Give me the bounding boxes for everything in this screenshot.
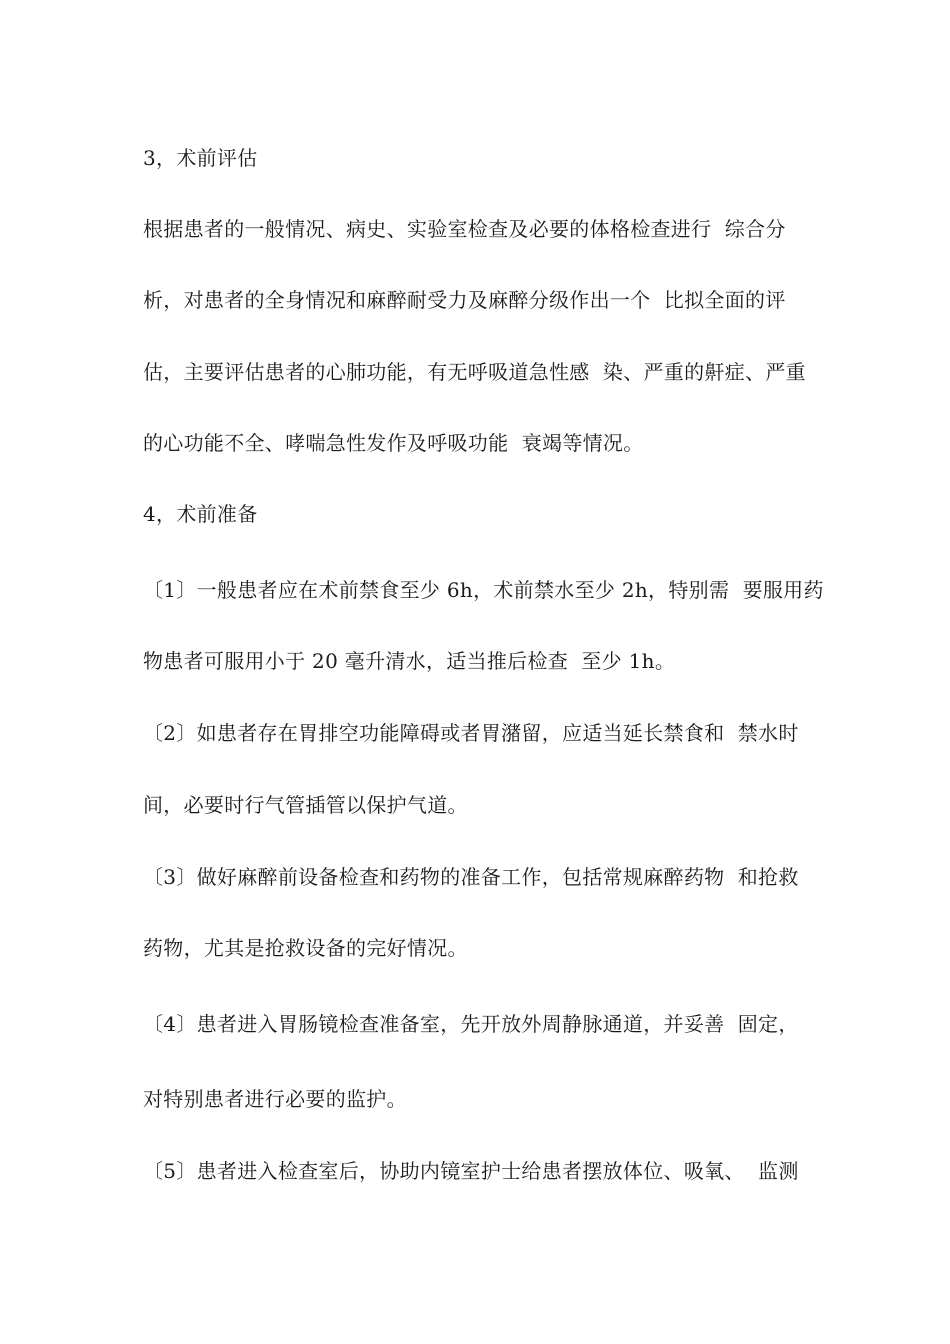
paragraph-line: 的心功能不全、哮喘急性发作及呼吸功能 衰竭等情况。 — [143, 431, 644, 455]
paragraph-line: 间，必要时行气管插管以保护气道。 — [143, 793, 468, 817]
paragraph-line: 根据患者的一般情况、病史、实验室检查及必要的体格检查进行 综合分 — [143, 217, 786, 241]
paragraph-line: 析，对患者的全身情况和麻醉耐受力及麻醉分级作出一个 比拟全面的评 — [143, 288, 786, 312]
paragraph-line: 〔2〕如患者存在胃排空功能障碍或者胃潴留，应适当延长禁食和 禁水时 — [143, 721, 799, 745]
paragraph-line: 〔4〕患者进入胃肠镜检查准备室，先开放外周静脉通道，并妥善 固定， — [143, 1012, 799, 1036]
paragraph-line: 药物，尤其是抢救设备的完好情况。 — [143, 936, 468, 960]
paragraph-line: 〔5〕患者进入检查室后，协助内镜室护士给患者摆放体位、吸氧、 监测 — [143, 1159, 799, 1183]
paragraph-line: 〔3〕做好麻醉前设备检查和药物的准备工作，包括常规麻醉药物 和抢救 — [143, 865, 799, 889]
paragraph-line: 估，主要评估患者的心肺功能，有无呼吸道急性感 染、严重的鼾症、严重 — [143, 360, 806, 384]
section-heading-preop-assessment: 3，术前评估 — [143, 146, 258, 170]
paragraph-line: 对特别患者进行必要的监护。 — [143, 1087, 407, 1111]
paragraph-line: 〔1〕一般患者应在术前禁食至少 6h，术前禁水至少 2h，特别需 要服用药 — [143, 578, 824, 602]
paragraph-line: 物患者可服用小于 20 毫升清水，适当推后检查 至少 1h。 — [143, 649, 676, 673]
section-heading-preop-preparation: 4，术前准备 — [143, 502, 258, 526]
